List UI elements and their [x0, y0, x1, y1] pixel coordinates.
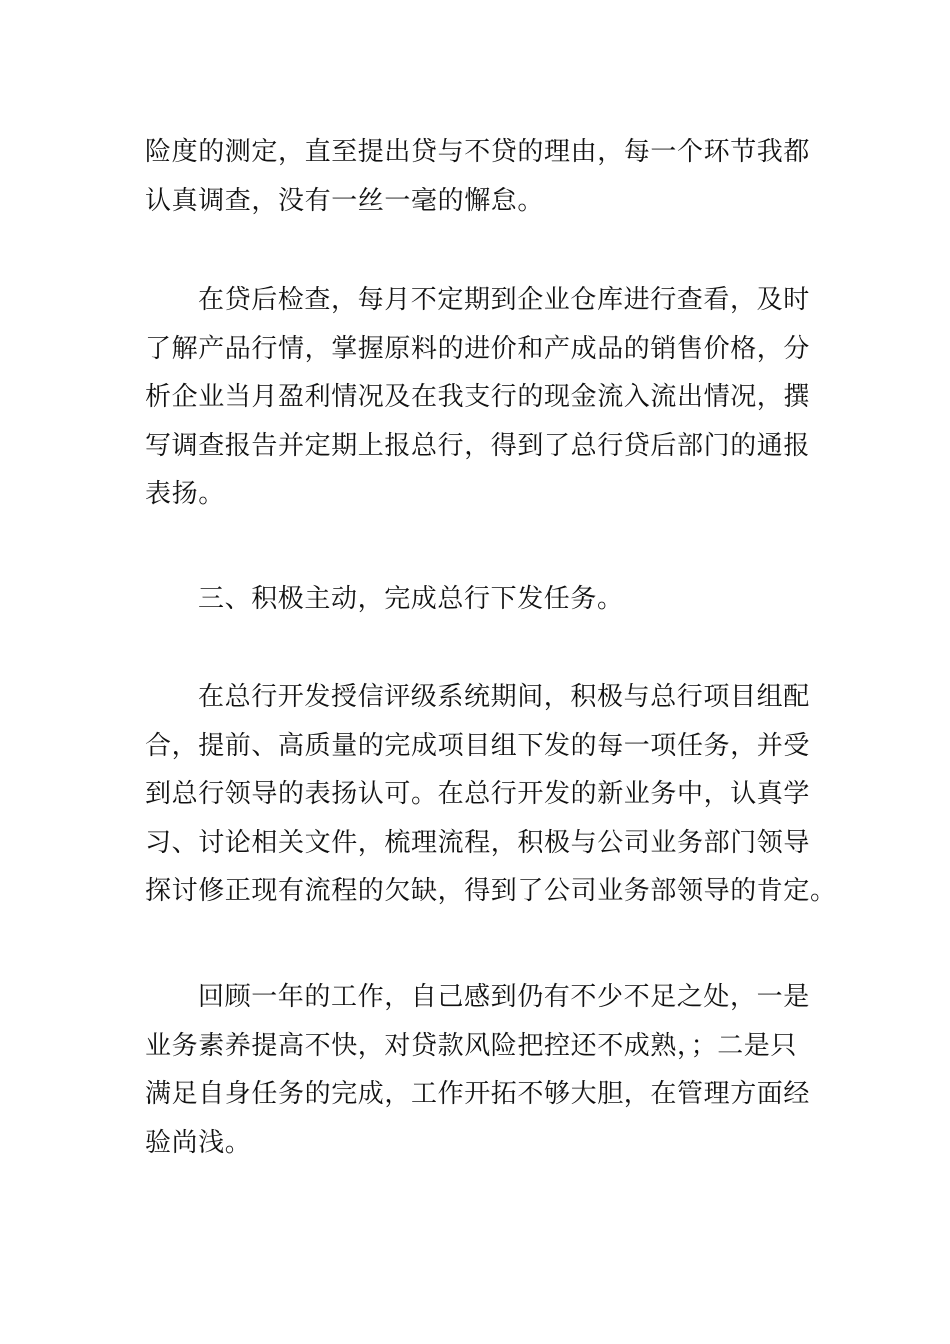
text-line: 回顾一年的工作，自己感到仍有不少不足之处，一是: [198, 982, 810, 1012]
text-line: 三、积极主动，完成总行下发任务。: [198, 584, 624, 614]
text-line: 在贷后检查，每月不定期到企业仓库进行查看，及时: [198, 285, 810, 315]
paragraph-post-loan-inspection: [145, 276, 810, 519]
text-line: 验尚浅。: [145, 1127, 252, 1158]
text-line: 习、讨论相关文件，梳理流程，积极与公司业务部门领导: [145, 827, 811, 858]
text-line: 写调查报告并定期上报总行，得到了总行贷后部门的通报: [145, 430, 811, 461]
text-line: 认真调查，没有一丝一毫的懈怠。: [145, 185, 545, 216]
paragraph-year-review: [145, 973, 810, 1167]
text-line: 在总行开发授信评级系统期间，积极与总行项目组配: [198, 682, 810, 712]
paragraph-rating-system: [145, 673, 837, 916]
text-line: 到总行领导的表扬认可。在总行开发的新业务中，认真学: [145, 779, 811, 809]
text-line: 险度的测定，直至提出贷与不贷的理由，每一个环节我都: [145, 137, 811, 167]
text-line: 探讨修正现有流程的欠缺，得到了公司业务部领导的肯定。: [145, 876, 837, 906]
section-heading-three: [145, 575, 810, 624]
text-line: 合，提前、高质量的完成项目组下发的每一项任务，并受: [145, 730, 811, 761]
text-line: 业务素养提高不快，对贷款风险把控还不成熟，；二是只: [145, 1030, 798, 1061]
text-line: 了解产品行情，掌握原料的进价和产成品的销售价格，分: [145, 333, 811, 364]
text-line: 析企业当月盈利情况及在我支行的现金流入流出情况，撰: [145, 382, 811, 412]
paragraph-risk-assessment: [145, 128, 810, 225]
text-line: 满足自身任务的完成，工作开拓不够大胆，在管理方面经: [145, 1079, 811, 1109]
text-line: 表扬。: [145, 479, 225, 509]
